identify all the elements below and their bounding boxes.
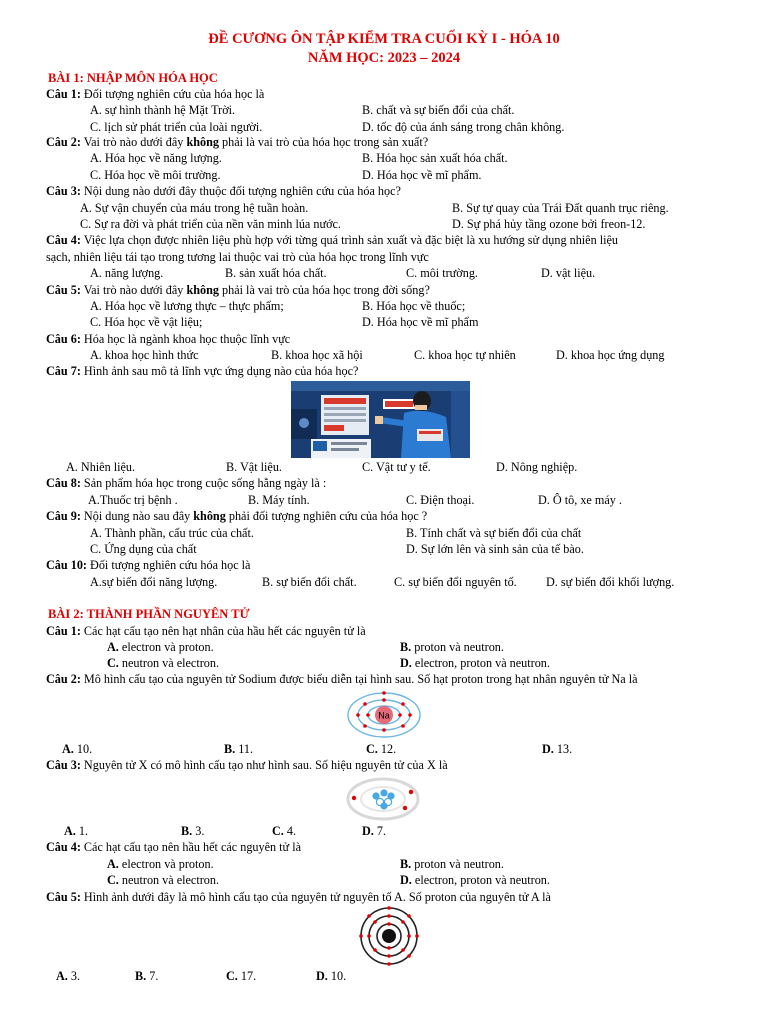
option-b: B. Sự tự quay của Trái Đất quanh trục riêng. xyxy=(452,201,669,215)
atom-a-diagram xyxy=(357,906,421,966)
option-d: D. Sự phá hủy tầng ozone bởi freon-12. xyxy=(452,217,646,231)
option-d: D. Hóa học về mĩ phẩm. xyxy=(362,168,482,182)
option-c: C. Hóa học về vật liệu; xyxy=(90,315,203,329)
option-d: D. Sự lớn lên và sinh sản của tế bào. xyxy=(406,542,584,556)
option-a: A. electron và proton. xyxy=(107,640,214,654)
question-2-3: Câu 3: Nguyên tử X có mô hình cấu tạo như hình sau. Số hiệu nguyên tử của X là xyxy=(46,758,448,772)
option-b: B. khoa học xã hội xyxy=(271,348,363,362)
option-a: A. electron và proton. xyxy=(107,857,214,871)
doc-subtitle: NĂM HỌC: 2023 – 2024 xyxy=(307,50,461,66)
question-1-6: Câu 6: Hóa học là ngành khoa học thuộc lĩnh vực xyxy=(46,332,291,346)
option-a: A. sự hình thành hệ Mặt Trời. xyxy=(90,103,236,117)
option-a: A. Nhiên liệu. xyxy=(66,460,136,474)
option-c: C. 17. xyxy=(226,969,257,983)
option-c: C. Ứng dụng của chất xyxy=(90,542,197,556)
option-c: C. Sự ra đời và phát triển của nền văn minh lúa nước. xyxy=(80,217,341,231)
option-c: C. khoa học tự nhiên xyxy=(414,348,516,362)
option-a: A. Thành phần, cấu trúc của chất. xyxy=(90,526,254,540)
option-d: D. Ô tô, xe máy . xyxy=(538,493,622,507)
question-2-5: Câu 5: Hình ảnh dưới đây là mô hình cấu tạo của nguyên tử nguyên tố A. Số proton của nguyên tử A là xyxy=(46,890,551,904)
question-1-3: Câu 3: Nội dung nào dưới đây thuộc đối tượng nghiên cứu của hóa học? xyxy=(46,184,401,198)
option-b: B. Tính chất và sự biến đổi của chất xyxy=(406,526,582,540)
question-1-4-line2: sạch, nhiên liệu tái tạo trong tương lai thuộc vai trò của hóa học trong lĩnh vực xyxy=(46,250,429,264)
option-d: D. 13. xyxy=(542,742,573,756)
question-2-4: Câu 4: Các hạt cấu tạo nên hầu hết các nguyên tử là xyxy=(46,840,302,854)
option-c: C. môi trường. xyxy=(406,266,478,280)
question-2-2: Câu 2: Mô hình cấu tạo của nguyên tử Sodium được biểu diễn tại hình sau. Số hạt proton trong hạt nhân nguyên tử Na là xyxy=(46,672,638,686)
option-c: C. Điện thoại. xyxy=(406,493,475,507)
option-c: C. sự biến đổi nguyên tố. xyxy=(394,575,517,589)
refuel-photo xyxy=(291,381,470,458)
option-a: A.Thuốc trị bệnh . xyxy=(88,493,178,507)
option-b: B. sự biến đổi chất. xyxy=(262,575,357,589)
option-b: B. chất và sự biến đổi của chất. xyxy=(362,103,515,117)
option-d: D. Hóa học về mĩ phẩm xyxy=(362,315,479,329)
option-b: B. 3. xyxy=(181,824,205,838)
option-c: C. 4. xyxy=(272,824,297,838)
question-1-7: Câu 7: Hình ảnh sau mô tả lĩnh vực ứng dụng nào của hóa học? xyxy=(46,364,359,378)
option-b: B. proton và neutron. xyxy=(400,857,504,871)
option-a: A.sự biến đổi năng lượng. xyxy=(90,575,218,589)
option-c: C. lịch sử phát triển của loài người. xyxy=(90,120,263,134)
option-a: A. 3. xyxy=(56,969,81,983)
question-1-8: Câu 8: Sản phẩm hóa học trong cuộc sống hằng ngày là : xyxy=(46,476,327,490)
option-d: D. vật liệu. xyxy=(541,266,596,280)
section-heading-1: BÀI 1: NHẬP MÔN HÓA HỌC xyxy=(48,71,218,85)
option-a: A. Hóa học về năng lượng. xyxy=(90,151,222,165)
option-a: A. năng lượng. xyxy=(90,266,164,280)
question-1-5: Câu 5: Vai trò nào dưới đây không phải là vai trò của hóa học trong đời sống? xyxy=(46,283,430,297)
option-d: D. khoa học ứng dụng xyxy=(556,348,665,362)
option-b: B. 11. xyxy=(224,742,254,756)
question-2-1: Câu 1: Các hạt cấu tạo nên hạt nhân của hầu hết các nguyên tử là xyxy=(46,624,366,638)
option-d: D. electron, proton và neutron. xyxy=(400,656,550,670)
option-c: C. 12. xyxy=(366,742,397,756)
option-b: B. Hóa học về thuốc; xyxy=(362,299,466,313)
option-b: B. sản xuất hóa chất. xyxy=(225,266,327,280)
option-c: C. neutron và electron. xyxy=(107,656,220,670)
section-heading-2: BÀI 2: THÀNH PHẦN NGUYÊN TỬ xyxy=(48,607,250,621)
option-a: A. khoa học hình thức xyxy=(90,348,199,362)
option-c: C. Hóa học về môi trường. xyxy=(90,168,221,182)
option-b: B. 7. xyxy=(135,969,159,983)
option-a: A. 10. xyxy=(62,742,93,756)
option-c: C. neutron và electron. xyxy=(107,873,220,887)
option-a: A. 1. xyxy=(64,824,89,838)
question-1-9: Câu 9: Nội dung nào sau đây không phải đối tượng nghiên cứu của hóa học ? xyxy=(46,509,428,523)
option-b: B. Vật liệu. xyxy=(226,460,282,474)
atom-x-diagram xyxy=(345,776,421,822)
option-d: D. Nông nghiệp. xyxy=(496,460,578,474)
option-c: C. Vật tư y tế. xyxy=(362,460,431,474)
option-d: D. electron, proton và neutron. xyxy=(400,873,550,887)
doc-title: ĐỀ CƯƠNG ÔN TẬP KIỂM TRA CUỐI KỲ I - HÓA 10 xyxy=(208,31,560,47)
option-d: D. 10. xyxy=(316,969,347,983)
option-b: B. Hóa học sản xuất hóa chất. xyxy=(362,151,508,165)
option-a: A. Sự vận chuyển của máu trong hệ tuần hoàn. xyxy=(80,201,309,215)
question-1-1: Câu 1: Đối tượng nghiên cứu của hóa học là xyxy=(46,87,265,101)
sodium-atom-diagram xyxy=(345,690,423,740)
nucleus-label: Na xyxy=(378,710,390,721)
option-a: A. Hóa học về lương thực – thực phẩm; xyxy=(90,299,284,313)
question-1-2: Câu 2: Vai trò nào dưới đây không phải là vai trò của hóa học trong sản xuất? xyxy=(46,135,429,149)
option-d: D. 7. xyxy=(362,824,387,838)
option-d: D. sự biến đổi khối lượng. xyxy=(546,575,675,589)
question-1-10: Câu 10: Đối tượng nghiên cứu hóa học là xyxy=(46,558,251,572)
option-b: B. proton và neutron. xyxy=(400,640,504,654)
question-1-4: Câu 4: Việc lựa chọn được nhiên liệu phù hợp với từng quá trình sản xuất và đặc biệt là xu hướng sử dụng nhiên liệu xyxy=(46,233,618,247)
option-b: B. Máy tính. xyxy=(248,493,310,507)
option-d: D. tốc độ của ánh sáng trong chân không. xyxy=(362,120,565,134)
